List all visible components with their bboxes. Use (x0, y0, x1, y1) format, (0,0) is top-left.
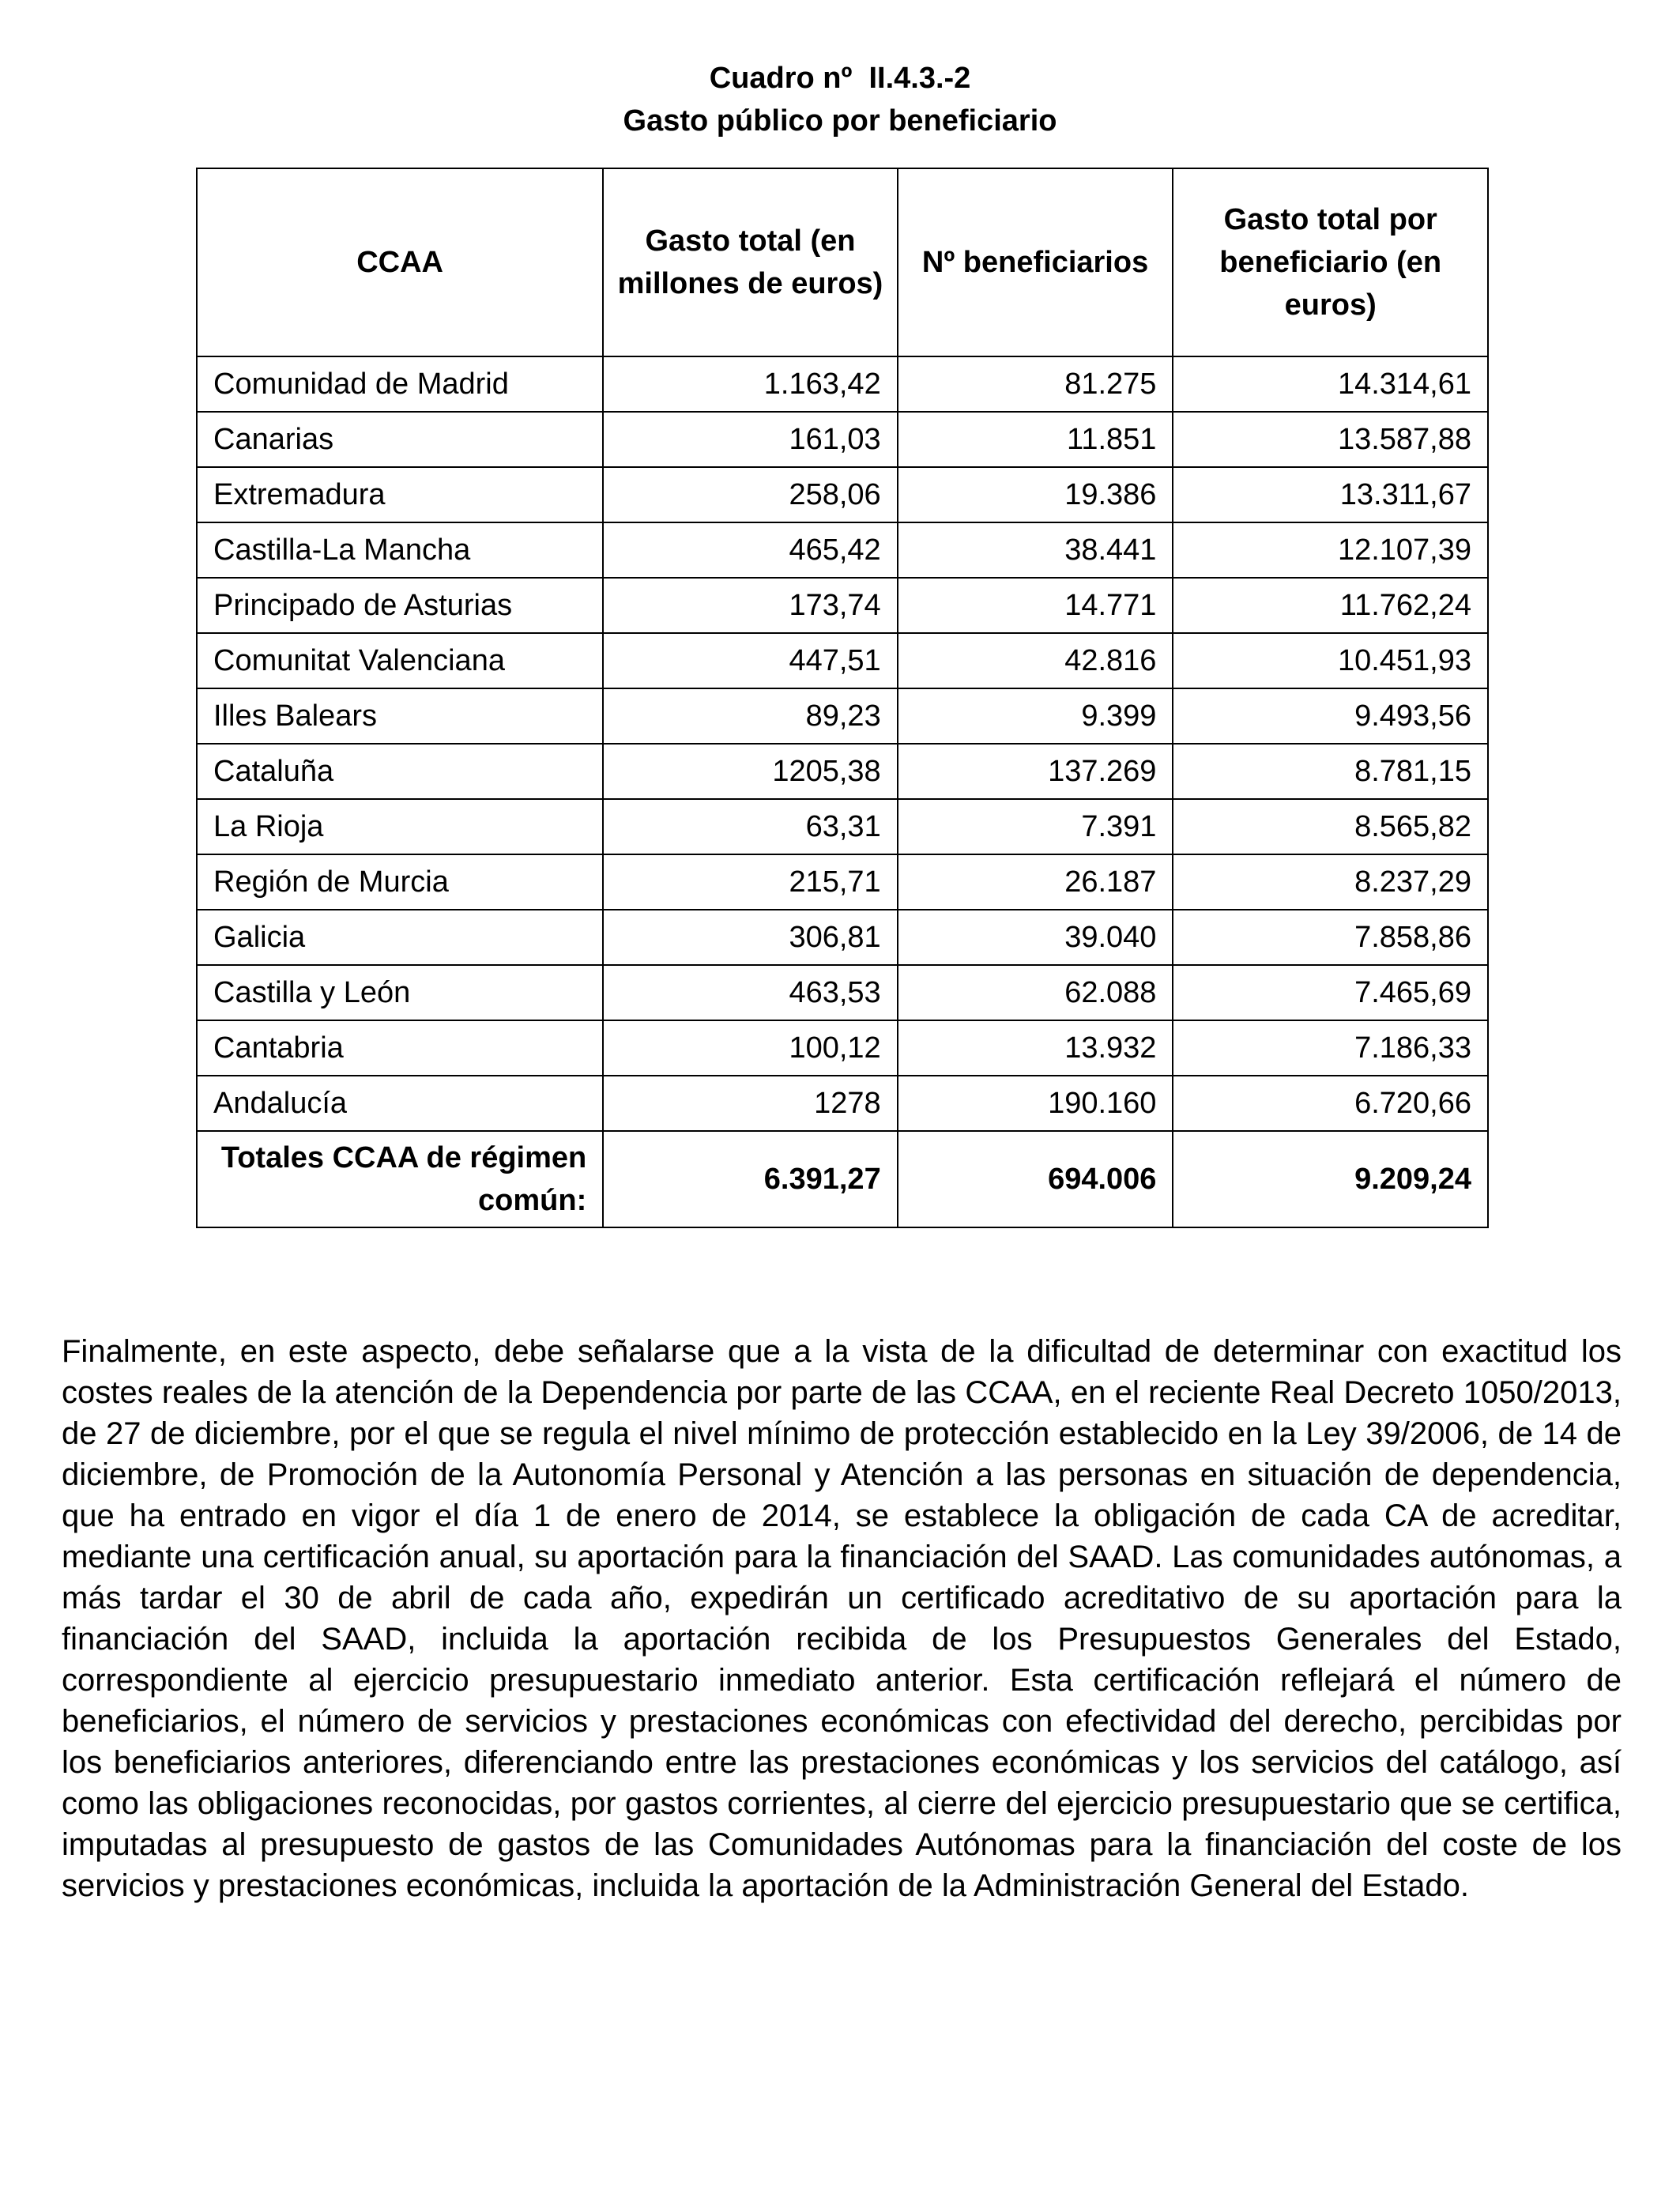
cell-gasto-total: 306,81 (603, 910, 897, 965)
cell-beneficiarios: 26.187 (898, 854, 1173, 910)
total-gasto-por-beneficiario: 9.209,24 (1173, 1131, 1488, 1227)
total-beneficiarios: 694.006 (898, 1131, 1173, 1227)
header-gasto-total: Gasto total (en millones de euros) (603, 168, 897, 356)
cell-ccaa: La Rioja (197, 799, 603, 854)
cell-gasto-por-beneficiario: 11.762,24 (1173, 578, 1488, 633)
cell-beneficiarios: 14.771 (898, 578, 1173, 633)
table-row (197, 1020, 1488, 1076)
cell-ccaa: Cantabria (197, 1020, 603, 1076)
table-row (197, 412, 1488, 467)
cell-gasto-por-beneficiario: 13.311,67 (1173, 467, 1488, 522)
table-row (197, 633, 1488, 688)
cell-gasto-total: 161,03 (603, 412, 897, 467)
cell-ccaa: Andalucía (197, 1076, 603, 1131)
cell-beneficiarios: 137.269 (898, 744, 1173, 799)
cell-ccaa: Extremadura (197, 467, 603, 522)
cell-gasto-por-beneficiario: 8.237,29 (1173, 854, 1488, 910)
cell-beneficiarios: 7.391 (898, 799, 1173, 854)
cell-ccaa: Galicia (197, 910, 603, 965)
cell-ccaa: Comunitat Valenciana (197, 633, 603, 688)
cell-ccaa: Canarias (197, 412, 603, 467)
cell-beneficiarios: 38.441 (898, 522, 1173, 578)
table-row (197, 854, 1488, 910)
table-row (197, 1076, 1488, 1131)
cell-gasto-por-beneficiario: 8.565,82 (1173, 799, 1488, 854)
cell-beneficiarios: 9.399 (898, 688, 1173, 744)
body-paragraph: Finalmente, en este aspecto, debe señalarse que a la vista de la dificultad de determinar con exactitud los costes reales de la atención de la Dependencia por parte de las CCAA, en el reciente Real Decreto 1050/2013, de 27 de diciembre, por el que se regula el nivel mínimo de protección establecido en la Ley 39/2006, de 14 de diciembre, de Promoción de la Autonomía Personal y Atención a las personas en situación de dependencia, que ha entrado en vigor el día 1 de enero de 2014, se establece la obligación de cada CA de acreditar, mediante una certificación anual, su aportación para la financiación del SAAD. Las comunidades autónomas, a más tardar el 30 de abril de cada año, expedirán un certificado acreditativo de su aportación para la financiación del SAAD, incluida la aportación recibida de los Presupuestos Generales del Estado, correspondiente al ejercicio presupuestario inmediato anterior. Esta certificación reflejará el número de beneficiarios, el número de servicios y prestaciones económicas con efectividad del derecho, percibidas por los beneficiarios anteriores, diferenciando entre las prestaciones económicas y los servicios del catálogo, así como las obligaciones reconocidas, por gastos corrientes, al cierre del ejercicio presupuestario que se certifica, imputadas al presupuesto de gastos de las Comunidades Autónomas para la financiación del coste de los servicios y prestaciones económicas, incluida la aportación de la Administración General del Estado. (62, 1334, 1622, 1903)
cell-gasto-por-beneficiario: 7.186,33 (1173, 1020, 1488, 1076)
table-number: Cuadro nº II.4.3.-2 (709, 62, 971, 95)
cell-beneficiarios: 81.275 (898, 356, 1173, 412)
table-header-row (197, 168, 1488, 356)
cell-gasto-por-beneficiario: 14.314,61 (1173, 356, 1488, 412)
cell-gasto-por-beneficiario: 13.587,88 (1173, 412, 1488, 467)
table-body (197, 356, 1488, 1227)
cell-gasto-total: 447,51 (603, 633, 897, 688)
cell-gasto-total: 173,74 (603, 578, 897, 633)
cell-beneficiarios: 19.386 (898, 467, 1173, 522)
header-beneficiarios: Nº beneficiarios (898, 168, 1173, 356)
header-gasto-por-beneficiario: Gasto total por beneficiario (en euros) (1173, 168, 1488, 356)
total-gasto: 6.391,27 (603, 1131, 897, 1227)
cell-gasto-total: 465,42 (603, 522, 897, 578)
cell-gasto-por-beneficiario: 6.720,66 (1173, 1076, 1488, 1131)
cell-ccaa: Castilla-La Mancha (197, 522, 603, 578)
table-row (197, 578, 1488, 633)
cell-ccaa: Illes Balears (197, 688, 603, 744)
cell-gasto-total: 1205,38 (603, 744, 897, 799)
cell-beneficiarios: 13.932 (898, 1020, 1173, 1076)
header-ccaa: CCAA (197, 168, 603, 356)
cell-gasto-total: 89,23 (603, 688, 897, 744)
cell-gasto-total: 215,71 (603, 854, 897, 910)
cell-beneficiarios: 11.851 (898, 412, 1173, 467)
cell-gasto-por-beneficiario: 8.781,15 (1173, 744, 1488, 799)
table-total-row (197, 1131, 1488, 1227)
expenditure-table (196, 168, 1489, 1228)
cell-ccaa: Cataluña (197, 744, 603, 799)
cell-gasto-por-beneficiario: 9.493,56 (1173, 688, 1488, 744)
table-row (197, 467, 1488, 522)
cell-gasto-por-beneficiario: 7.858,86 (1173, 910, 1488, 965)
cell-gasto-total: 1.163,42 (603, 356, 897, 412)
table-row (197, 522, 1488, 578)
table-row (197, 688, 1488, 744)
cell-ccaa: Castilla y León (197, 965, 603, 1020)
table-title: Gasto público por beneficiario (623, 104, 1057, 138)
table-caption (0, 57, 1680, 142)
cell-gasto-total: 1278 (603, 1076, 897, 1131)
table-row (197, 965, 1488, 1020)
cell-ccaa: Principado de Asturias (197, 578, 603, 633)
cell-gasto-por-beneficiario: 7.465,69 (1173, 965, 1488, 1020)
cell-gasto-total: 63,31 (603, 799, 897, 854)
cell-beneficiarios: 42.816 (898, 633, 1173, 688)
cell-gasto-total: 258,06 (603, 467, 897, 522)
table-row (197, 356, 1488, 412)
table-row (197, 799, 1488, 854)
total-label: Totales CCAA de régimen común: (197, 1131, 603, 1227)
cell-gasto-por-beneficiario: 10.451,93 (1173, 633, 1488, 688)
table-row (197, 744, 1488, 799)
cell-gasto-total: 463,53 (603, 965, 897, 1020)
table-row (197, 910, 1488, 965)
cell-ccaa: Comunidad de Madrid (197, 356, 603, 412)
cell-gasto-por-beneficiario: 12.107,39 (1173, 522, 1488, 578)
cell-gasto-total: 100,12 (603, 1020, 897, 1076)
cell-beneficiarios: 62.088 (898, 965, 1173, 1020)
cell-beneficiarios: 39.040 (898, 910, 1173, 965)
cell-ccaa: Región de Murcia (197, 854, 603, 910)
cell-beneficiarios: 190.160 (898, 1076, 1173, 1131)
